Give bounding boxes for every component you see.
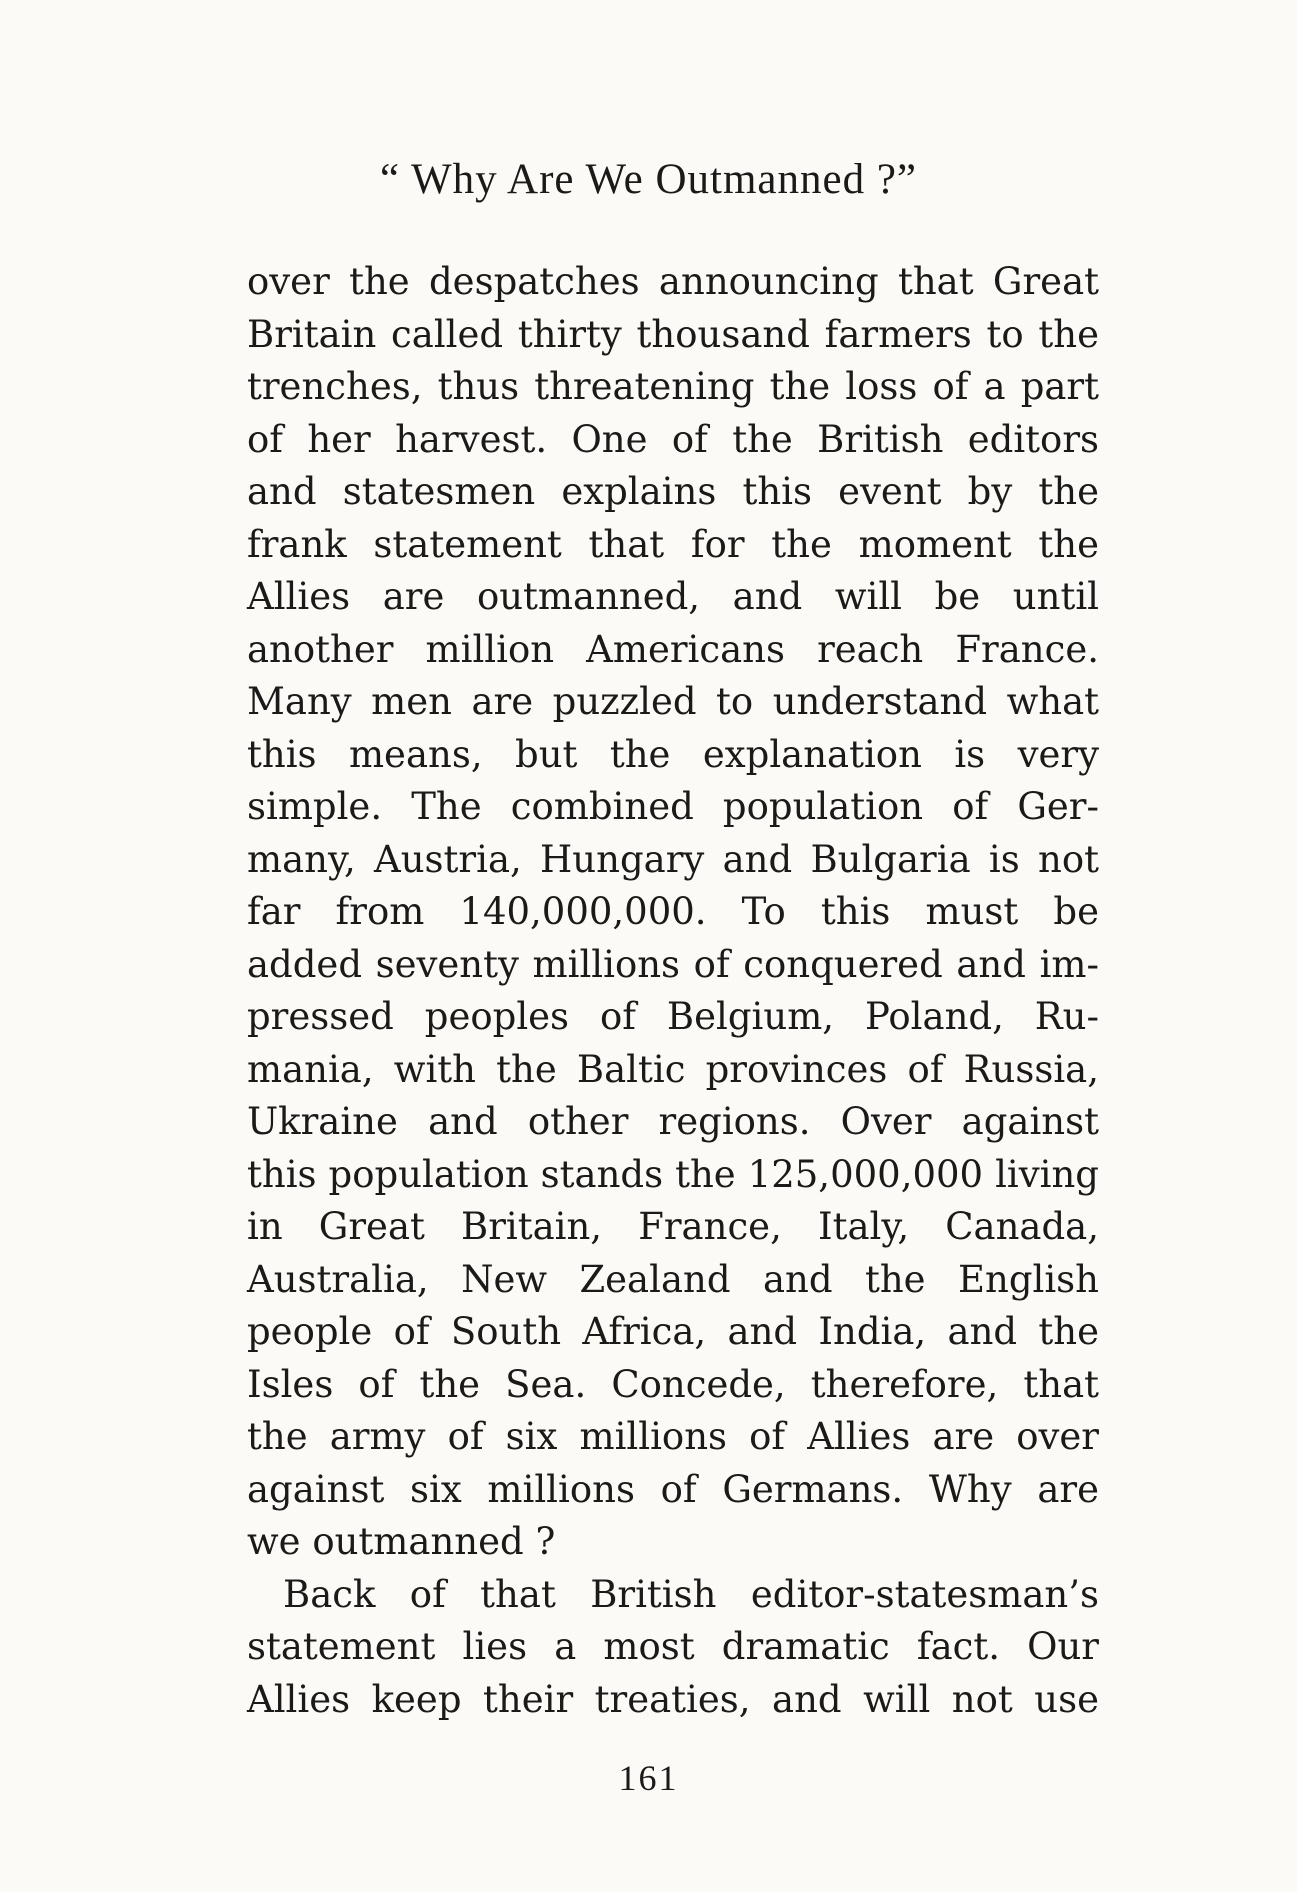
text-line: Allies keep their treaties, and will not use	[247, 1677, 1099, 1721]
text-line: this population stands the 125,000,000 living	[247, 1152, 1099, 1196]
text-line: far from 140,000,000. To this must be	[247, 890, 1099, 933]
text-line: Allies are outmanned, and will be until	[247, 575, 1099, 618]
text-line: Britain called thirty thousand farmers to the	[247, 312, 1099, 356]
text-line: many, Austria, Hungary and Bulgaria is not	[247, 837, 1099, 881]
text-line: pressed peoples of Belgium, Poland, Ru-	[247, 995, 1099, 1038]
text-line: simple. The combined population of Ger-	[247, 785, 1099, 828]
text-line: over the despatches announcing that Great	[247, 260, 1099, 303]
text-line: Australia, New Zealand and the English	[247, 1257, 1099, 1301]
text-line: added seventy millions of conquered and im-	[247, 942, 1099, 986]
text-line: trenches, thus threatening the loss of a part	[247, 365, 1099, 408]
text-line: another million Americans reach France.	[247, 627, 1099, 671]
text-line: of her harvest. One of the British editors	[247, 417, 1099, 461]
paragraph-1	[247, 256, 1099, 1569]
paragraph-2	[247, 1569, 1099, 1727]
text-line: Ukraine and other regions. Over against	[247, 1100, 1099, 1143]
text-line: statement lies a most dramatic fact. Our	[247, 1625, 1099, 1668]
text-line: frank statement that for the moment the	[247, 522, 1099, 566]
text-line: the army of six millions of Allies are over	[247, 1415, 1099, 1458]
text-line: Isles of the Sea. Concede, therefore, that	[247, 1362, 1099, 1406]
text-line: against six millions of Germans. Why are	[247, 1467, 1099, 1511]
text-line: in Great Britain, France, Italy, Canada,	[247, 1205, 1099, 1248]
text-line: people of South Africa, and India, and the	[247, 1310, 1099, 1353]
text-line: this means, but the explanation is very	[247, 732, 1099, 776]
running-head: “ Why Are We Outmanned ?”	[380, 156, 917, 203]
body-text	[247, 256, 1099, 1726]
text-line: we outmanned ?	[247, 1520, 556, 1563]
text-line: and statesmen explains this event by the	[247, 470, 1099, 513]
text-line: mania, with the Baltic provinces of Russia,	[247, 1047, 1099, 1091]
text-line: Many men are puzzled to understand what	[247, 680, 1099, 723]
page-number: 161	[618, 1758, 679, 1798]
text-line: Back of that British editor-statesman’s	[283, 1572, 1099, 1616]
